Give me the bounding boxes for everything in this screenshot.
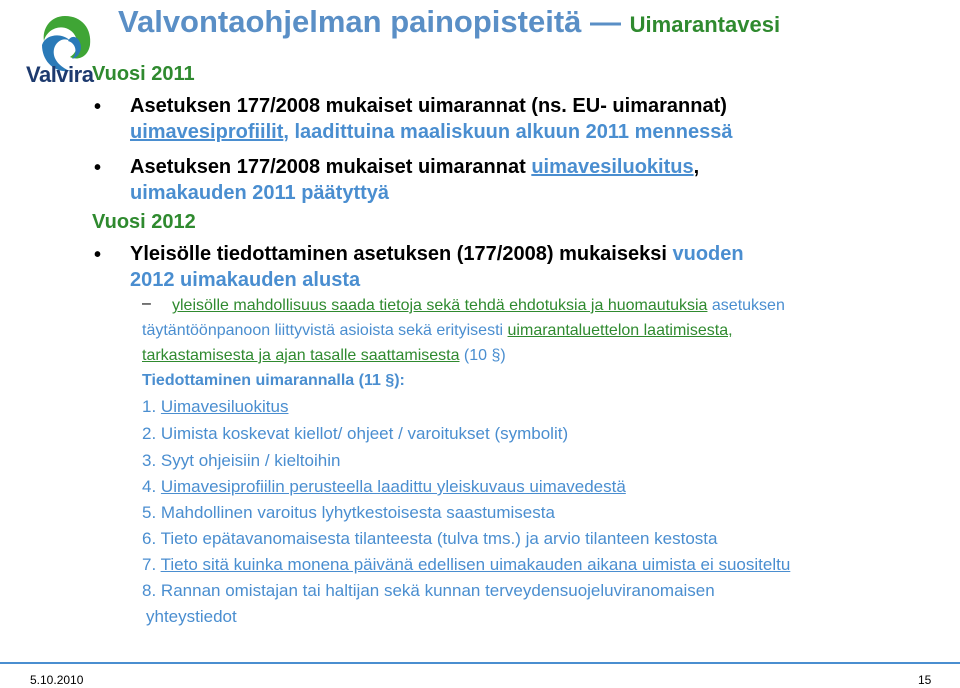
year-2011-heading: Vuosi 2011 bbox=[92, 63, 195, 85]
yleisolle-link[interactable]: yleisölle mahdollisuus saada tietoja sekä tehdä ehdotuksia ja huomautuksia bbox=[172, 297, 708, 314]
sub-line3 bbox=[142, 347, 506, 365]
list-item-number: 6. bbox=[142, 529, 157, 548]
bullet-2012-plain: Yleisölle tiedottaminen asetuksen (177/2008) mukaiseksi bbox=[130, 243, 673, 265]
info-heading: Tiedottaminen uimarannalla (11 §): bbox=[142, 372, 405, 389]
uimarantaluettelo-link[interactable]: uimarantaluettelon laatimisesta, bbox=[507, 322, 733, 339]
list-item-text: Rannan omistajan tai haltijan sekä kunnan terveydensuojeluviranomaisen bbox=[160, 581, 715, 600]
footer-date: 5.10.2010 bbox=[30, 673, 84, 687]
list-item-link[interactable]: Uimavesiprofiilin perusteella laadittu yleiskuvaus uimavedestä bbox=[160, 477, 626, 496]
page-title bbox=[118, 4, 780, 40]
bullet-marker: • bbox=[94, 244, 102, 266]
bullet-2011-1-line2 bbox=[130, 121, 732, 144]
uimavesiprofiilit-link[interactable]: uimavesiprofiilit bbox=[130, 121, 284, 143]
bullet-2011-1-rest: , laadittuina maaliskuun alkuun 2011 mennessä bbox=[283, 121, 733, 143]
list-item-text: Uimista koskevat kiellot/ ohjeet / varoitukset (symbolit) bbox=[160, 424, 569, 443]
tarkastamisesta-link[interactable]: tarkastamisesta ja ajan tasalle saattamisesta bbox=[142, 347, 460, 364]
list-item-number: 3. bbox=[142, 451, 157, 470]
bullet-2012-blue: vuoden bbox=[672, 243, 744, 265]
bullet-2011-2-plain: Asetuksen 177/2008 mukaiset uimarannat bbox=[130, 156, 532, 178]
sub-line3-rest: (10 §) bbox=[459, 347, 506, 364]
list-item bbox=[142, 424, 568, 444]
bullet-2011-2-line1 bbox=[130, 156, 699, 179]
bullet-marker: • bbox=[94, 157, 102, 179]
bullet-2012-line2: 2012 uimakauden alusta bbox=[130, 269, 361, 291]
item8-continuation: yhteystiedot bbox=[146, 607, 237, 626]
footer-divider bbox=[0, 662, 960, 664]
title-dash: — bbox=[590, 4, 622, 39]
uimavesiluokitus-link[interactable]: uimavesiluokitus bbox=[531, 156, 694, 178]
title-main: Valvontaohjelman painopisteitä bbox=[118, 4, 582, 39]
footer-page-number: 15 bbox=[918, 673, 932, 687]
list-item-link[interactable]: Uimavesiluokitus bbox=[160, 397, 289, 416]
list-item-number: 7. bbox=[142, 555, 157, 574]
list-item-number: 1. bbox=[142, 397, 157, 416]
logo-text: Valvira bbox=[26, 62, 94, 87]
year-2012-heading: Vuosi 2012 bbox=[92, 211, 196, 233]
list-item-text: Tieto epätavanomaisesta tilanteesta (tulva tms.) ja arvio tilanteen kestosta bbox=[160, 529, 718, 548]
list-item bbox=[142, 503, 555, 523]
list-item bbox=[142, 529, 717, 549]
list-item-text: Syyt ohjeisiin / kieltoihin bbox=[160, 451, 341, 470]
list-item bbox=[142, 555, 790, 575]
list-item-text: Mahdollinen varoitus lyhytkestoisesta saastumisesta bbox=[160, 503, 555, 522]
dash-marker: – bbox=[142, 295, 151, 312]
list-item-link[interactable]: Tieto sitä kuinka monena päivänä edellisen uimakauden aikana uimista ei suositeltu bbox=[160, 555, 791, 574]
list-item-number: 5. bbox=[142, 503, 157, 522]
bullet-2011-2-line2: uimakauden 2011 päätyttyä bbox=[130, 182, 390, 204]
sub-line2-plain: täytäntöönpanoon liittyvistä asioista sekä erityisesti bbox=[142, 322, 508, 339]
list-item bbox=[142, 397, 288, 417]
sub-line1 bbox=[172, 297, 785, 315]
sub-line1-rest: asetuksen bbox=[707, 297, 785, 314]
list-item bbox=[142, 581, 715, 601]
title-sub: Uimarantavesi bbox=[629, 12, 781, 37]
list-item-number: 4. bbox=[142, 477, 157, 496]
list-item-number: 2. bbox=[142, 424, 157, 443]
bullet-2011-2-comma: , bbox=[693, 156, 700, 178]
bullet-2012-line1 bbox=[130, 243, 744, 266]
list-item bbox=[142, 477, 626, 497]
list-item-number: 8. bbox=[142, 581, 157, 600]
bullet-marker: • bbox=[94, 96, 102, 118]
sub-line2 bbox=[142, 322, 733, 340]
list-item bbox=[142, 451, 340, 471]
bullet-2011-1-line1: Asetuksen 177/2008 mukaiset uimarannat (ns. EU- uimarannat) bbox=[130, 95, 727, 117]
